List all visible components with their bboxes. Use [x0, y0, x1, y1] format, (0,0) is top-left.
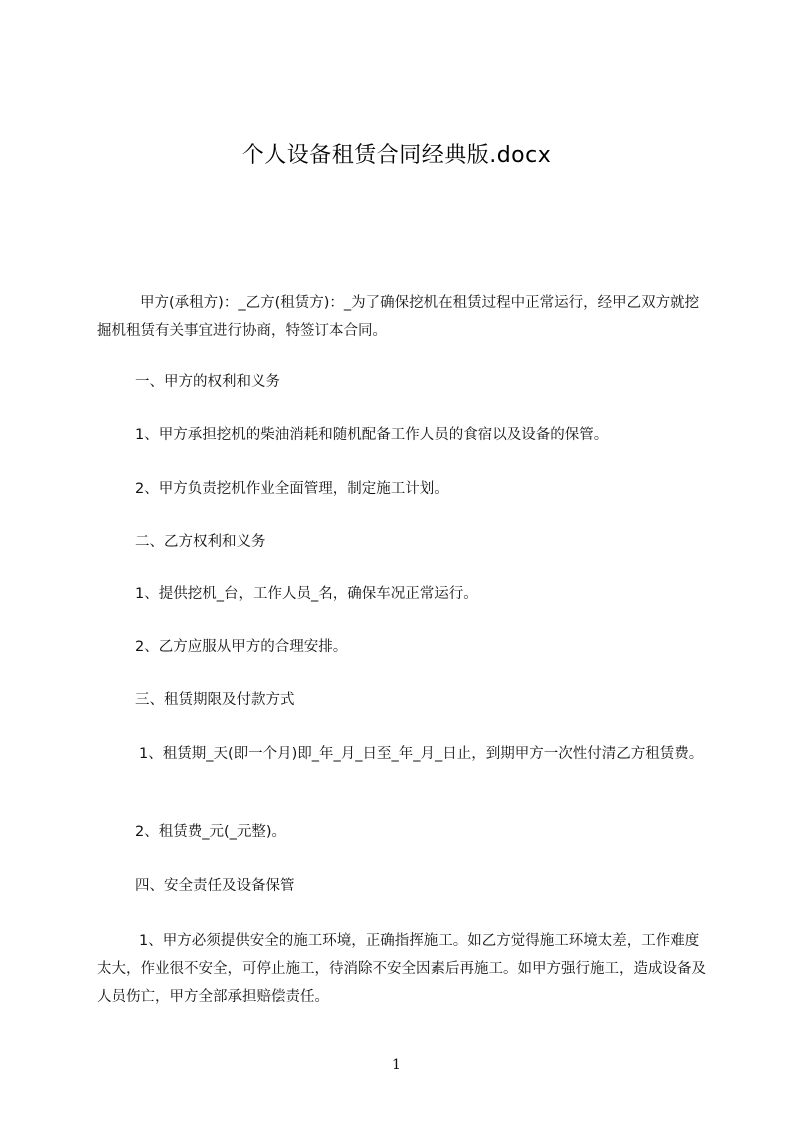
section-4-heading: 四、安全责任及设备保管 [135, 878, 295, 894]
section-2-item-2: 2、乙方应服从甲方的合理安排。 [135, 639, 348, 655]
section-4-item-1: 1、甲方必须提供安全的施工环境，正确指挥施工。如乙方觉得施工环境太差，工作难度太大，作业很不安全，可停止施工，待消除不安全因素后再施工。如甲方强行施工，造成设备及人员伤亡，甲方全部承担赔偿责任。 [97, 933, 706, 1005]
section-3-item-1: 1、租赁期_天(即一个月)即_年_月_日至_年_月_日止，到期甲方一次性付清乙方租赁费。 [139, 746, 704, 762]
section-3-heading: 三、租赁期限及付款方式 [135, 692, 295, 708]
section-1-heading: 一、甲方的权利和义务 [135, 374, 280, 390]
document-title: 个人设备租赁合同经典版.docx [241, 143, 552, 168]
section-2-heading: 二、乙方权利和义务 [135, 534, 266, 550]
section-1-item-2: 2、甲方负责挖机作业全面管理，制定施工计划。 [135, 481, 449, 497]
section-1-item-1: 1、甲方承担挖机的柴油消耗和随机配备工作人员的食宿以及设备的保管。 [135, 427, 609, 443]
section-2-item-1: 1、提供挖机_台，工作人员_名，确保车况正常运行。 [135, 586, 478, 602]
intro-paragraph: 甲方(承租方)：_乙方(租赁方)：_为了确保挖机在租赁过程中正常运行，经甲乙双方就挖掘机租赁有关事宜进行协商，特签订本合同。 [97, 295, 700, 339]
section-3-item-2: 2、租赁费_元(_元整)。 [135, 824, 287, 840]
page-number: 1 [392, 1057, 401, 1073]
